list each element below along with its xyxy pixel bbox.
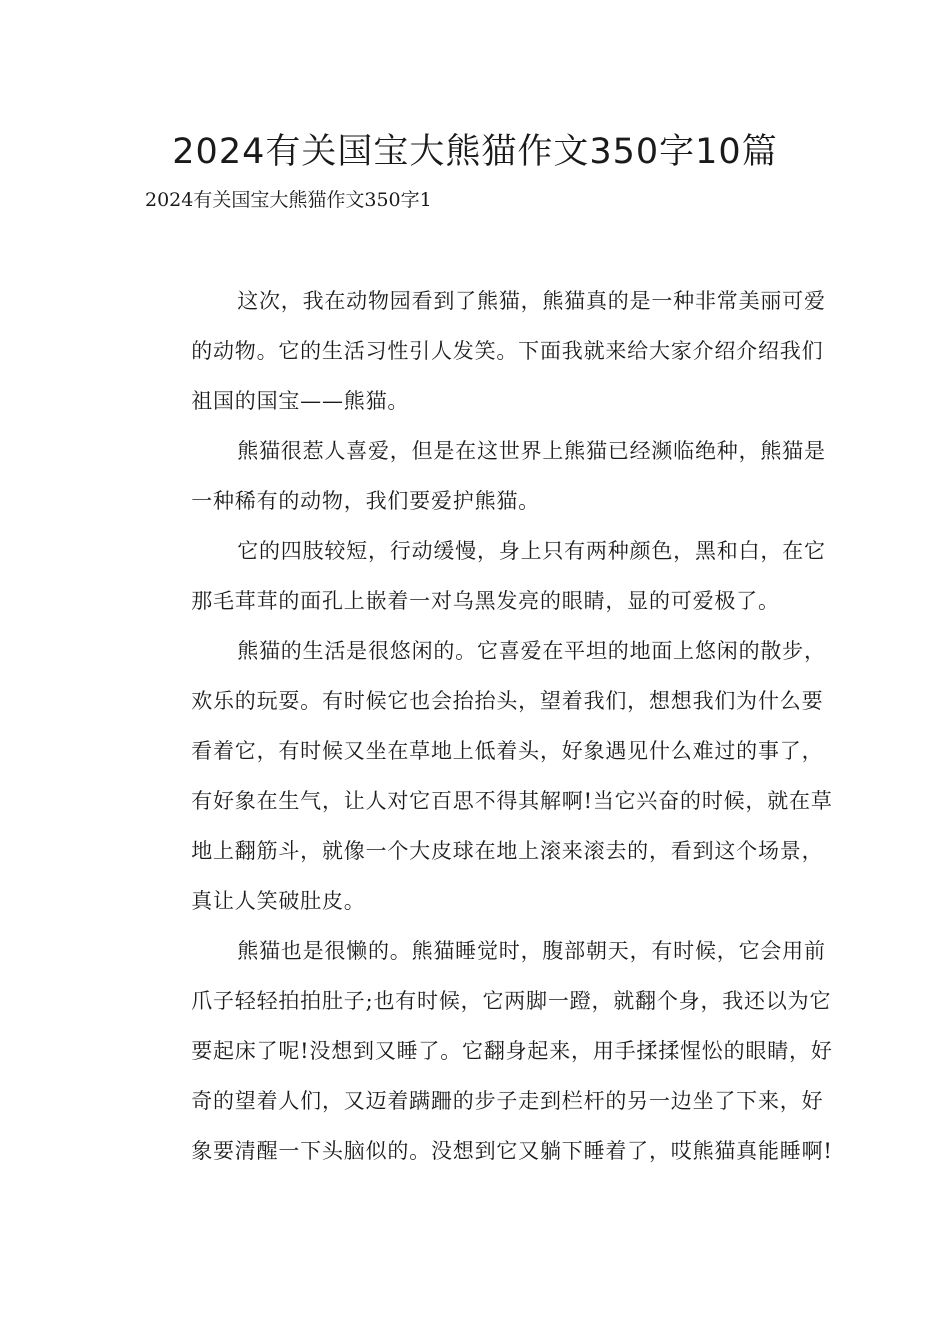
- document-title: 2024有关国宝大熊猫作文350字10篇: [172, 132, 778, 172]
- paragraph-3: [145, 534, 826, 618]
- text-line: 那毛茸茸的面孔上嵌着一对乌黑发亮的眼睛，显的可爱极了。: [191, 589, 780, 613]
- text-line: 熊猫也是很懒的。熊猫睡觉时，腹部朝天，有时候，它会用前: [237, 939, 826, 963]
- document-subtitle: 2024有关国宝大熊猫作文350字1: [145, 189, 432, 211]
- text-line: 祖国的国宝——熊猫。: [191, 389, 410, 413]
- text-line: 熊猫的生活是很悠闲的。它喜爱在平坦的地面上悠闲的散步，: [237, 639, 826, 663]
- text-line: 一种稀有的动物，我们要爱护熊猫。: [191, 489, 540, 513]
- essay-body: [145, 284, 833, 1184]
- text-line: 它的四肢较短，行动缓慢，身上只有两种颜色，黑和白，在它: [237, 539, 826, 563]
- text-line: 地上翻筋斗，就像一个大皮球在地上滚来滚去的，看到这个场景，: [191, 839, 824, 863]
- text-line: 的动物。它的生活习性引人发笑。下面我就来给大家介绍介绍我们: [191, 339, 824, 363]
- text-line: 欢乐的玩耍。有时候它也会抬抬头，望着我们，想想我们为什么要: [191, 689, 824, 713]
- text-line: 熊猫很惹人喜爱，但是在这世界上熊猫已经濒临绝种，熊猫是: [237, 439, 826, 463]
- text-line: 奇的望着人们，又迈着蹒跚的步子走到栏杆的另一边坐了下来，好: [191, 1089, 824, 1113]
- paragraph-1: [145, 284, 826, 418]
- paragraph-4: [145, 634, 833, 918]
- paragraph-2: [145, 434, 826, 518]
- text-line: 爪子轻轻拍拍肚子;也有时候，它两脚一蹬，就翻个身，我还以为它: [191, 989, 832, 1013]
- paragraph-5: [145, 934, 833, 1168]
- text-line: 象要清醒一下头脑似的。没想到它又躺下睡着了，哎熊猫真能睡啊!: [191, 1139, 833, 1163]
- text-line: 看着它，有时候又坐在草地上低着头，好象遇见什么难过的事了，: [191, 739, 824, 763]
- text-line: 要起床了呢!没想到又睡了。它翻身起来，用手揉揉惺忪的眼睛，好: [191, 1039, 833, 1063]
- text-line: 这次，我在动物园看到了熊猫，熊猫真的是一种非常美丽可爱: [237, 289, 826, 313]
- text-line: 有好象在生气，让人对它百思不得其解啊!当它兴奋的时候，就在草: [191, 789, 833, 813]
- text-line: 真让人笑破肚皮。: [191, 889, 366, 913]
